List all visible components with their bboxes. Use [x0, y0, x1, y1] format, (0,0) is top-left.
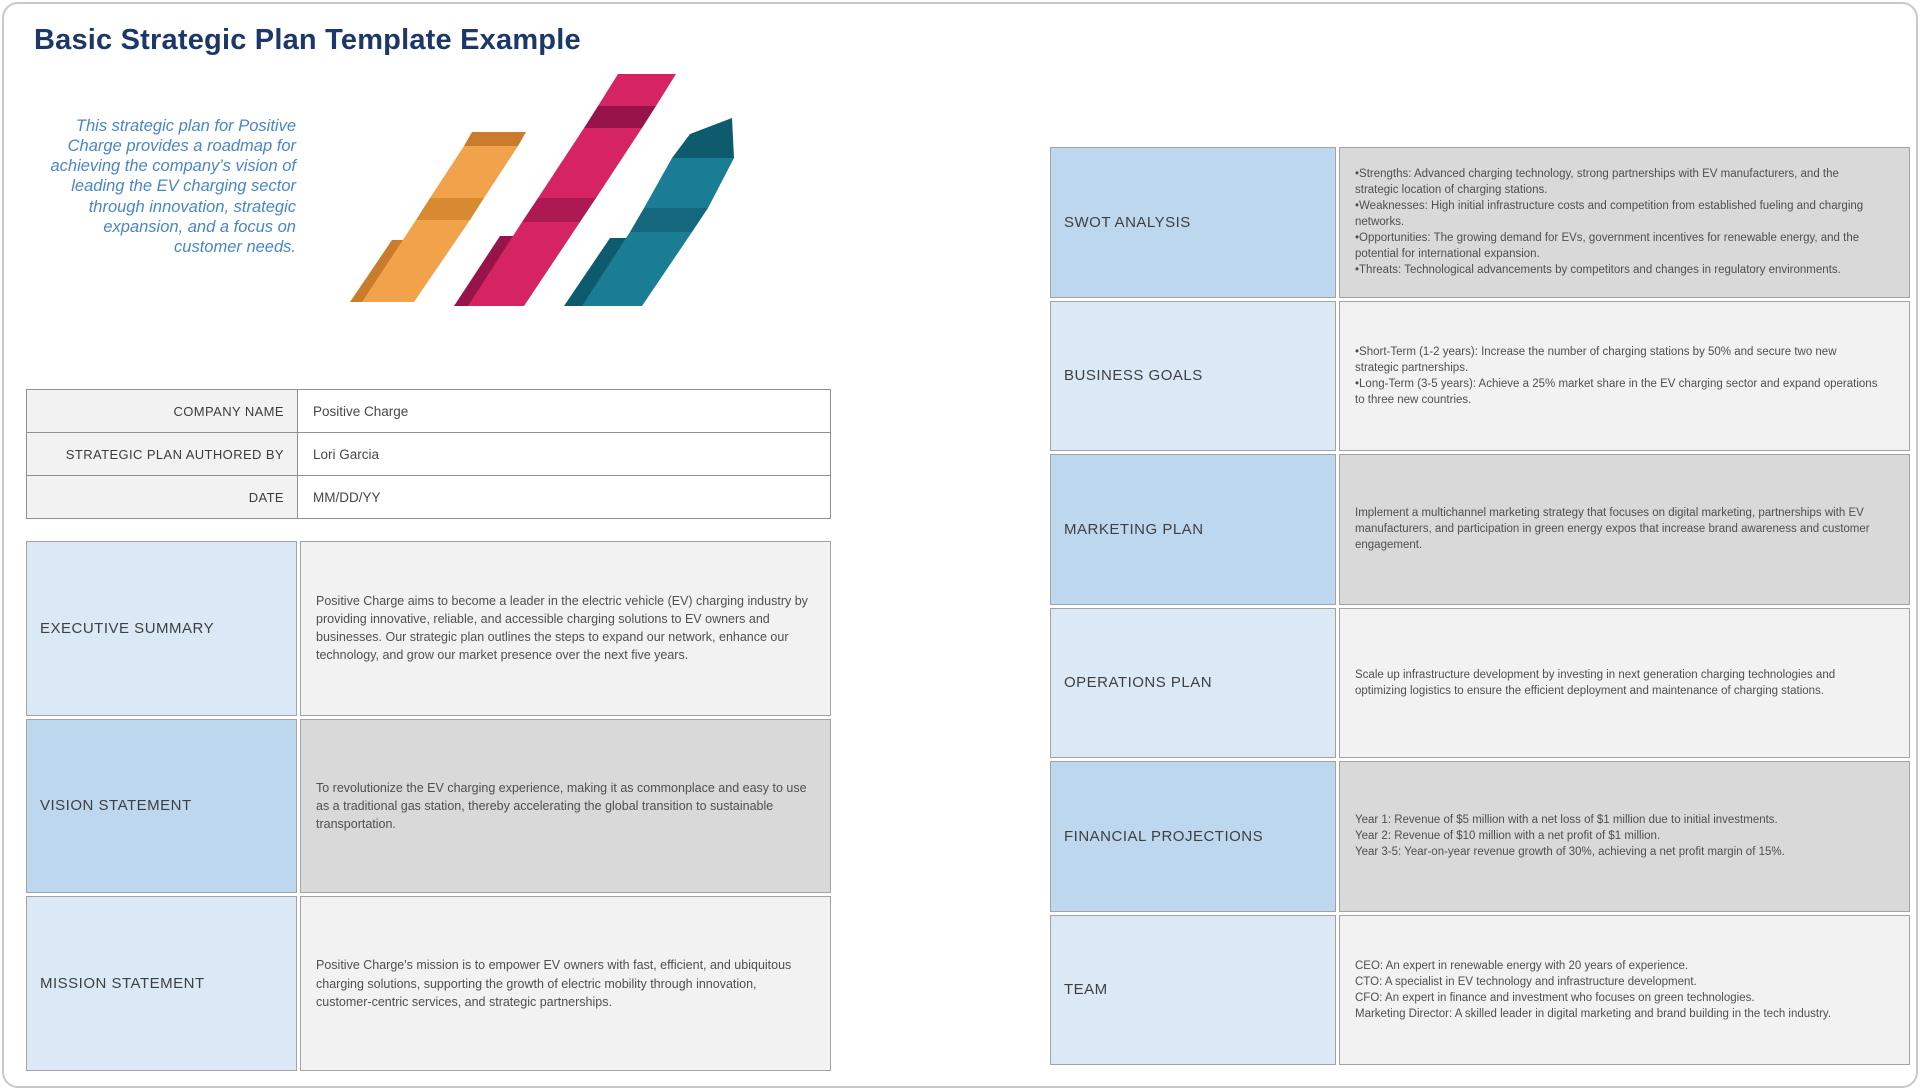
company-name-value[interactable]: Positive Charge [298, 390, 831, 433]
mission-statement-label: MISSION STATEMENT [26, 896, 297, 1071]
swot-analysis-label: SWOT ANALYSIS [1050, 147, 1336, 298]
marketing-plan-body[interactable]: Implement a multichannel marketing strategy that focuses on digital marketing, partnerships with EV manufacturers, and participation in green energy expos that increase brand awareness and customer engagement. [1339, 454, 1910, 605]
left-sections-table [26, 541, 831, 1071]
financial-projections-body[interactable]: Year 1: Revenue of $5 million with a net loss of $1 million due to initial investments. Year 2: Revenue of $10 million with a net profit of $1 million. Year 3-5: Year-on-year revenue growth of 30%, achieving a net profit margin of 15%. [1339, 761, 1910, 912]
right-sections-table [1050, 147, 1910, 1065]
company-name-label: COMPANY NAME [27, 390, 298, 433]
intro-paragraph: This strategic plan for Positive Charge provides a roadmap for achieving the company’s vision of leading the EV charging sector through innovation, strategic expansion, and a focus on customer needs. [50, 117, 296, 256]
authored-by-label: STRATEGIC PLAN AUTHORED BY [27, 433, 298, 476]
team-label: TEAM [1050, 915, 1336, 1066]
swot-analysis-body[interactable]: •Strengths: Advanced charging technology, strong partnerships with EV manufacturers, and the strategic location of charging stations. •Weaknesses: High initial infrastructure costs and competition from established fueling and charging networks. •Opportunities: The growing demand for EVs, government incentives for renewable energy, and the potential for international expansion. •Threats: Technological advancements by competitors and changes in regulatory environments. [1339, 147, 1910, 298]
operations-plan-body[interactable]: Scale up infrastructure development by investing in next generation charging technologies and optimizing logistics to ensure the efficient deployment and maintenance of charging stations. [1339, 608, 1910, 759]
financial-projections-label: FINANCIAL PROJECTIONS [1050, 761, 1336, 912]
vision-statement-label: VISION STATEMENT [26, 719, 297, 894]
operations-plan-label: OPERATIONS PLAN [1050, 608, 1336, 759]
executive-summary-label: EXECUTIVE SUMMARY [26, 541, 297, 716]
date-label: DATE [27, 476, 298, 519]
vision-statement-body[interactable]: To revolutionize the EV charging experience, making it as commonplace and easy to use as a traditional gas station, thereby accelerating the global transition to sustainable transportation. [300, 719, 831, 894]
strategic-plan-document [2, 2, 1918, 1088]
authored-by-value[interactable]: Lori Garcia [298, 433, 831, 476]
company-info-table [26, 389, 831, 519]
team-body[interactable]: CEO: An expert in renewable energy with 20 years of experience. CTO: A specialist in EV technology and infrastructure development. CFO: An expert in finance and investment who focuses on green technologies. Marketing Director: A skilled leader in digital marketing and brand building in the tech industry. [1339, 915, 1910, 1066]
business-goals-body[interactable]: •Short-Term (1-2 years): Increase the number of charging stations by 50% and secure two new strategic partnerships. •Long-Term (3-5 years): Achieve a 25% market share in the EV charging sector and expand operations to three new countries. [1339, 301, 1910, 452]
business-goals-label: BUSINESS GOALS [1050, 301, 1336, 452]
date-value[interactable]: MM/DD/YY [298, 476, 831, 519]
mission-statement-body[interactable]: Positive Charge's mission is to empower EV owners with fast, efficient, and ubiquitous charging solutions, supporting the growth of electric mobility through innovation, customer-centric services, and strategic partnerships. [300, 896, 831, 1071]
page-title: Basic Strategic Plan Template Example [34, 24, 581, 56]
executive-summary-body[interactable]: Positive Charge aims to become a leader in the electric vehicle (EV) charging industry by providing innovative, reliable, and accessible charging solutions to EV owners and businesses. Our strategic plan outlines the steps to expand our network, enhance our technology, and grow our market presence over the next five years. [300, 541, 831, 716]
marketing-plan-label: MARKETING PLAN [1050, 454, 1336, 605]
growth-arrows-illustration [342, 74, 734, 306]
